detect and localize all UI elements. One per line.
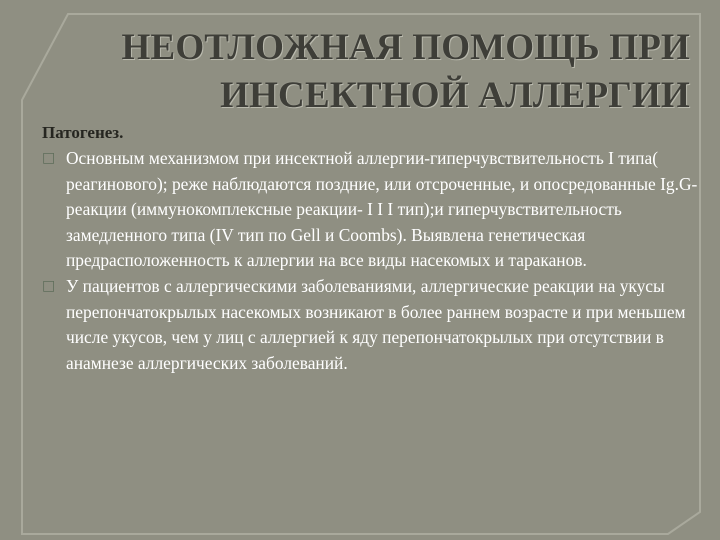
title-line-1: НЕОТЛОЖНАЯ ПОМОЩЬ ПРИ: [121, 27, 690, 68]
slide-title: [90, 24, 690, 120]
bullet-item-patients: [42, 274, 702, 376]
checkbox-bullet-icon: □: [42, 277, 56, 294]
bullet-text: У пациентов с аллергическими заболеваниями, аллергические реакции на укусы перепончатокрылых насекомых возникают в более раннем возрасте и при меньшем числе укусов, чем у лиц с аллергией к яду перепончатокрылых при отсутствии в анамнезе аллергических заболеваний.: [66, 275, 686, 373]
section-heading: Патогенез.: [42, 123, 124, 142]
bullet-text: Основным механизмом при инсектной аллергии-гиперчувствительность I типа( реагинового); реже наблюдаются поздние, или отсроченные, и опосредованные Ig.G-реакции (иммунокомплексные реакции- I I I тип);и гиперчувствительность замедленного типа (IV тип по Gell и Coombs). Выявлена генетическая предрасположенность к аллергии на все виды насекомых и тараканов.: [66, 148, 698, 271]
title-line-2: ИНСЕКТНОЙ АЛЛЕРГИИ: [220, 75, 690, 116]
checkbox-bullet-icon: □: [42, 150, 56, 166]
slide-content: [42, 122, 702, 376]
bullet-item-pathogenesis: [42, 146, 702, 274]
